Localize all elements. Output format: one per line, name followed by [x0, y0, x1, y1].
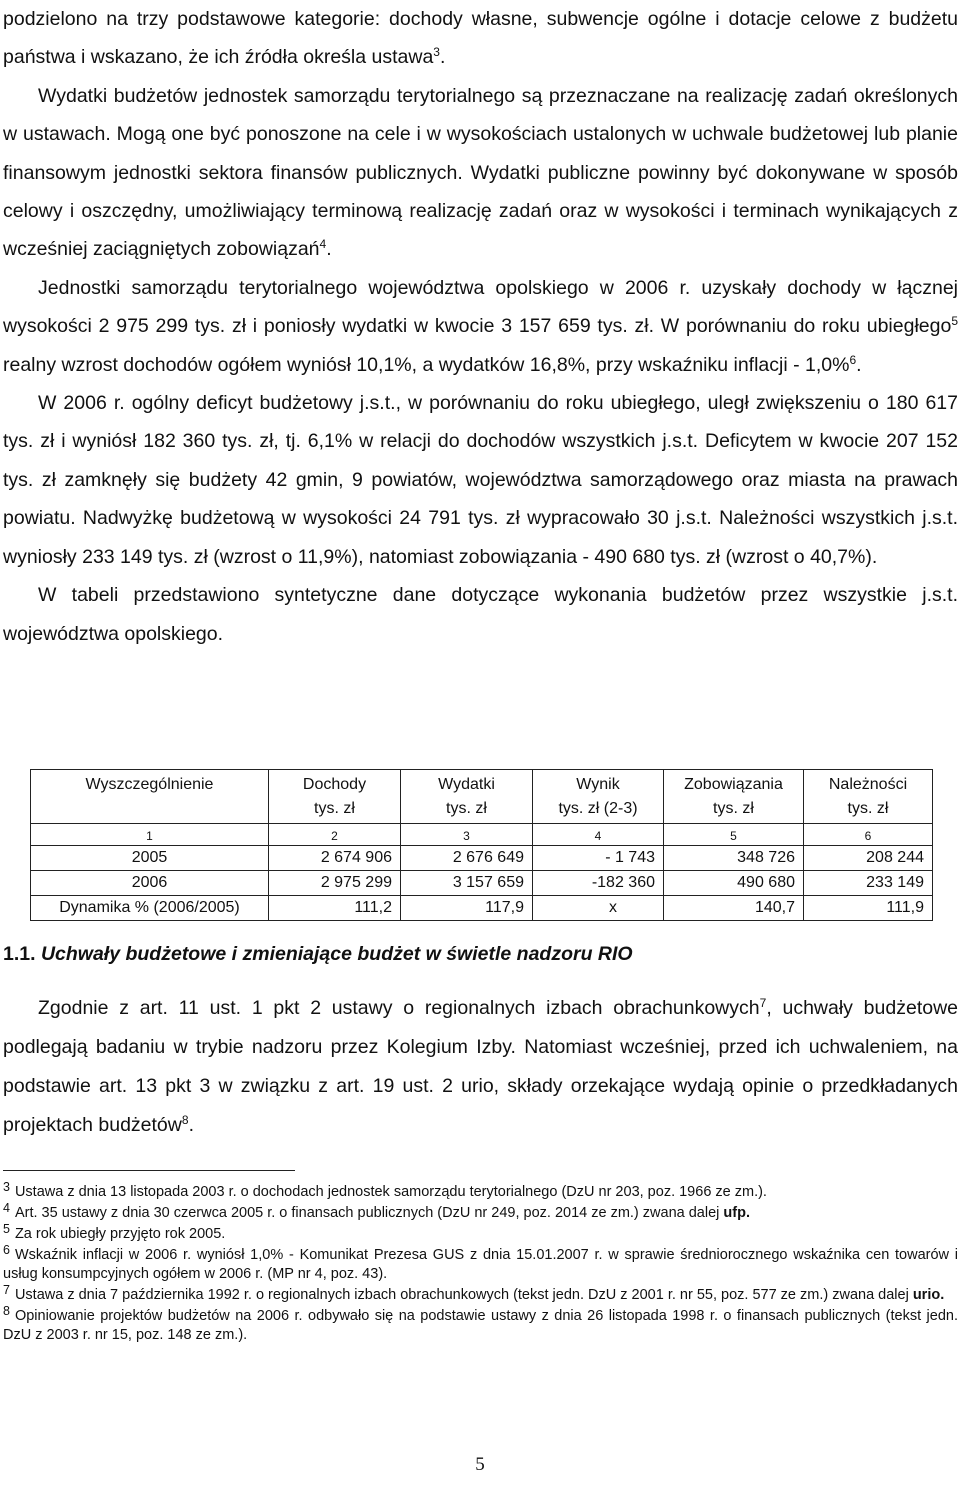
budget-summary-table [30, 769, 933, 921]
table-row-dynamics: Dynamika % (2006/2005) 111,2 117,9 x 140,7 111,9 [31, 896, 933, 921]
footnote-separator [3, 1170, 295, 1171]
footnote-ref-5[interactable]: 5 [951, 314, 958, 329]
header-revenue: Dochody tys. zł [269, 770, 401, 824]
paragraph-rio-supervision: Zgodnie z art. 11 ust. 1 pkt 2 ustawy o regionalnych izbach obrachunkowych$^7$, uchwały budżetowe podlegają badaniu w trybie nadzoru przez Kolegium Izby. Natomiast wcześniej, przed ich uchwaleniem, na podstawie art. 13 pkt 3 w związku z art. 19 ust. 2 urio, składy orzekające wydają opinie o przedkładanych projektach budżetów$^8$. [3, 996, 959, 1136]
footnote-ref-6[interactable]: 6 [849, 352, 857, 367]
footnote-ref-8[interactable]: 8 [181, 1113, 189, 1127]
table-row-2005: 2005 2 674 906 2 676 649 - 1 743 348 726 208 244 [31, 846, 933, 871]
paragraph-expenditures: Wydatki budżetów jednostek samorządu terytorialnego są przeznaczane na realizację zadań określonych w ustawach. Mogą one być ponoszone na cele i w wysokościach ustalonych w uchwale budżetowej lub planie finansowym jednostki sektora finansów publicznych. Wydatki publiczne powinny być dokonywane w sposób celowy i oszczędny, umożliwiający terminową realizację zadań oraz w wysokości i terminach wynikających z wcześniej zaciągniętych zobowiązań$^4$. [3, 84, 958, 261]
body-text [3, 0, 958, 653]
footnote-ref-7[interactable]: 7 [759, 996, 767, 1010]
paragraph-revenue-categories: podzielono na trzy podstawowe kategorie: dochody własne, subwencje ogólne i dotacje celowe z budżetu państwa i wskazano, że ich źródła określa ustawa$^3$. [3, 8, 958, 69]
footnote-ref-3[interactable]: 3 [433, 45, 440, 60]
footnote-ref-4[interactable]: 4 [319, 237, 327, 252]
footnote-3: $^3$ Ustawa z dnia 13 listopada 2003 r. o dochodach jednostek samorządu terytorialnego (DzU nr 203, poz. 1966 ze zm.). [3, 1180, 767, 1200]
section-title: Uchwały budżetowe i zmieniające budżet w świetle nadzoru RIO [40, 943, 633, 965]
header-result: Wynik tys. zł (2-3) [533, 770, 664, 824]
footnote-7: $^7$ Ustawa z dnia 7 października 1992 r. o regionalnych izbach obrachunkowych (tekst jedn. DzU z 2001 r. nr 55, poz. 577 ze zm.) zwana dalej urio. [3, 1283, 945, 1303]
footnote-6: $^6$ Wskaźnik inflacji w 2006 r. wyniósł 1,0% - Komunikat Prezesa GUS z dnia 15.01.2007 r. w sprawie średniorocznego wskaźnika cen towarów i usług konsumpcyjnych ogółem w 2006 r. (MP nr 4, poz. 43). [3, 1243, 958, 1282]
table-header-row [31, 770, 933, 824]
page-number: 5 [475, 1454, 485, 1475]
section-body [3, 989, 958, 1145]
paragraph-deficit: W 2006 r. ogólny deficyt budżetowy j.s.t., w porównaniu do roku ubiegłego, uległ zwiększeniu o 180 617 tys. zł i wyniósł 182 360 tys. zł, tj. 6,1% w relacji do dochodów wszystkich j.s.t. Deficytem w kwocie 207 152 tys. zł zamknęły się budżety 42 gmin, 9 powiatów, województwa samorządowego oraz miasta na prawach powiatu. Nadwyżkę budżetową w wysokości 24 791 tys. zł wypracowało 30 j.s.t. Należności wszystkich j.s.t. wyniosły 233 149 tys. zł (wzrost o 11,9%), natomiast zobowiązania - 490 680 tys. zł (wzrost o 40,7%). [3, 392, 958, 568]
section-heading [3, 943, 633, 966]
table-row-2006: 2006 2 975 299 3 157 659 -182 360 490 680 233 149 [31, 871, 933, 896]
header-expenditure: Wydatki tys. zł [401, 770, 533, 824]
footnotes [3, 1180, 958, 1347]
header-liabilities: Zobowiązania tys. zł [664, 770, 804, 824]
summary-table-wrapper [30, 769, 932, 921]
column-number-row: 1 2 3 4 5 6 [31, 824, 933, 846]
header-receivables: Należności tys. zł [804, 770, 933, 824]
paragraph-revenue-2006: Jednostki samorządu terytorialnego województwa opolskiego w 2006 r. uzyskały dochody w łącznej wysokości 2 975 299 tys. zł i poniosły wydatki w kwocie 3 157 659 tys. zł. W porównaniu do roku ubiegłego$^5$ realny wzrost dochodów ogółem wyniósł 10,1%, a wydatków 16,8%, przy wskaźniku inflacji - 1,0%$^6$. [3, 276, 958, 376]
section-number: 1.1. [3, 943, 36, 965]
paragraph-table-intro: W tabeli przedstawiono syntetyczne dane dotyczące wykonania budżetów przez wszystkie j.s.t. województwa opolskiego. [3, 584, 958, 645]
footnote-8: $^8$ Opiniowanie projektów budżetów na 2006 r. odbywało się na podstawie ustawy z dnia 26 listopada 1998 r. o finansach publicznych (tekst jedn. DzU z 2003 r. nr 15, poz. 148 ze zm.). [3, 1304, 958, 1343]
footnote-4: $^4$ Art. 35 ustawy z dnia 30 czerwca 2005 r. o finansach publicznych (DzU nr 249, poz. 2014 ze zm.) zwana dalej ufp. [3, 1201, 750, 1221]
header-description: Wyszczególnienie [31, 770, 269, 824]
footnote-5: $^5$ Za rok ubiegły przyjęto rok 2005. [3, 1222, 226, 1242]
